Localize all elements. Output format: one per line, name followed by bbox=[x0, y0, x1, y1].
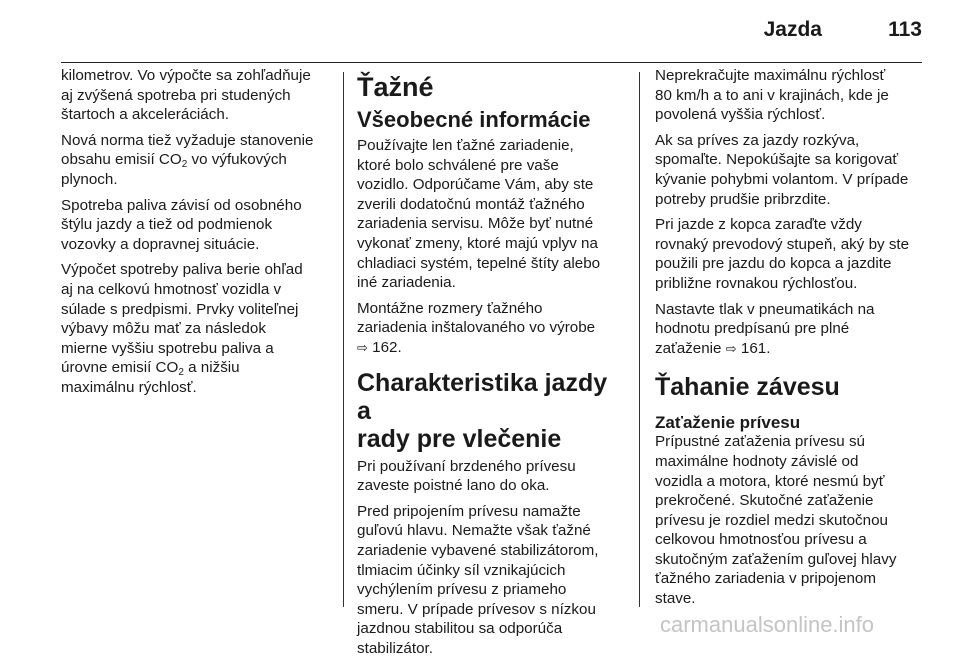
paragraph: Ak sa príves za jazdy rozkýva, spomaľte. Nepokúšajte sa korigovať kývanie pohybmi volantom. V prípade potreby prudšie pribrzdite. bbox=[655, 131, 909, 208]
arrow-right-icon: ⇨ bbox=[357, 340, 368, 356]
column-right bbox=[655, 66, 921, 615]
paragraph: Prípustné zaťaženia prívesu sú maximálne hodnoty závislé od vozidla a motora, ktoré nesmú byť prekročené. Skutočné zaťaženie prívesu je rozdiel medzi skutočnou celkovou hmotnosťou prívesu a skutočným zaťažením guľovej hlavy ťažného zariadenia v pripojenom stave. bbox=[655, 433, 897, 608]
paragraph: Výpočet spotreby paliva berie ohľad aj na celkovú hmotnosť vozidla v súlade s predpismi. Prvky voliteľnej výbavy môžu mať za následok mierne vyššiu spotrebu paliva a úrovne emisií $CO_2$ a nižšiu maximálnu rýchlosť. bbox=[61, 261, 303, 396]
paragraph: Neprekračujte maximálnu rýchlosť 80 km/h a to ani v krajinách, kde je povolená vyššia rýchlosť. bbox=[655, 67, 889, 124]
section-heading: Ťažné bbox=[357, 72, 434, 102]
arrow-right-icon: ⇨ bbox=[725, 341, 737, 357]
watermark: carmanualsonline.info bbox=[660, 612, 875, 637]
subsection-heading: Charakteristika jazdy a rady pre vlečenie bbox=[357, 368, 608, 453]
column-left bbox=[61, 66, 336, 404]
subsection-heading: Zaťaženie prívesu bbox=[655, 413, 801, 433]
paragraph: Pri používaní brzdeného prívesu zaveste poistné lano do oka. bbox=[357, 457, 576, 495]
page-header bbox=[61, 0, 922, 63]
column-divider bbox=[639, 72, 640, 607]
paragraph: Pri jazde z kopca zaraďte vždy rovnaký prevodový stupeň, aký by ste použili pre jazdu do kopca a jazdite približne rovnakou rýchlosťou. bbox=[655, 216, 910, 292]
paragraph: Používajte len ťažné zariadenie, ktoré bolo schválené pre vaše vozidlo. Odporúčame Vám, aby ste zverili dodatočnú montáž ťažného zariadenia servisu. Môže byť nutné vykonať zmeny, ktoré majú vplyv na chladiaci systém, tepelné štíty alebo iné zariadenia. bbox=[357, 137, 601, 292]
section-title: Jazda bbox=[763, 18, 822, 41]
page-reference-link[interactable]: 161. bbox=[740, 339, 771, 357]
paragraph: kilometrov. Vo výpočte sa zohľadňuje aj zvýšená spotreba pri studených štartoch a akceleráciách. bbox=[61, 67, 311, 124]
column-middle bbox=[357, 66, 623, 664]
paragraph: Montážne rozmery ťažného zariadenia inštalovaného vo výrobe ⇨ 162. bbox=[357, 299, 596, 356]
paragraph: Nová norma tiež vyžaduje stanovenie obsahu emisií $CO_2$ vo výfukových plynoch. bbox=[61, 131, 314, 188]
section-heading: Ťahanie závesu bbox=[655, 373, 840, 402]
paragraph: Nastavte tlak v pneumatikách na hodnotu predpísanú pre plné zaťaženie ⇨ 161. bbox=[655, 300, 875, 357]
page-reference-link[interactable]: 162. bbox=[372, 338, 402, 356]
paragraph: Spotreba paliva závisí od osobného štýlu jazdy a tiež od podmienok vozovky a dopravnej situácie. bbox=[61, 196, 302, 253]
column-divider bbox=[343, 72, 344, 607]
subsection-heading: Všeobecné informácie bbox=[357, 107, 591, 132]
page-number: 113 bbox=[888, 18, 922, 41]
paragraph: Pred pripojením prívesu namažte guľovú hlavu. Nemažte však ťažné zariadenie vybavené stabilizátorom, tlmiacim účinky síl vznikajúcich vychýlením prívesu z priameho smeru. V prípade prívesov s nízkou jazdnou stabilitou sa odporúča stabilizátor. bbox=[357, 502, 599, 657]
